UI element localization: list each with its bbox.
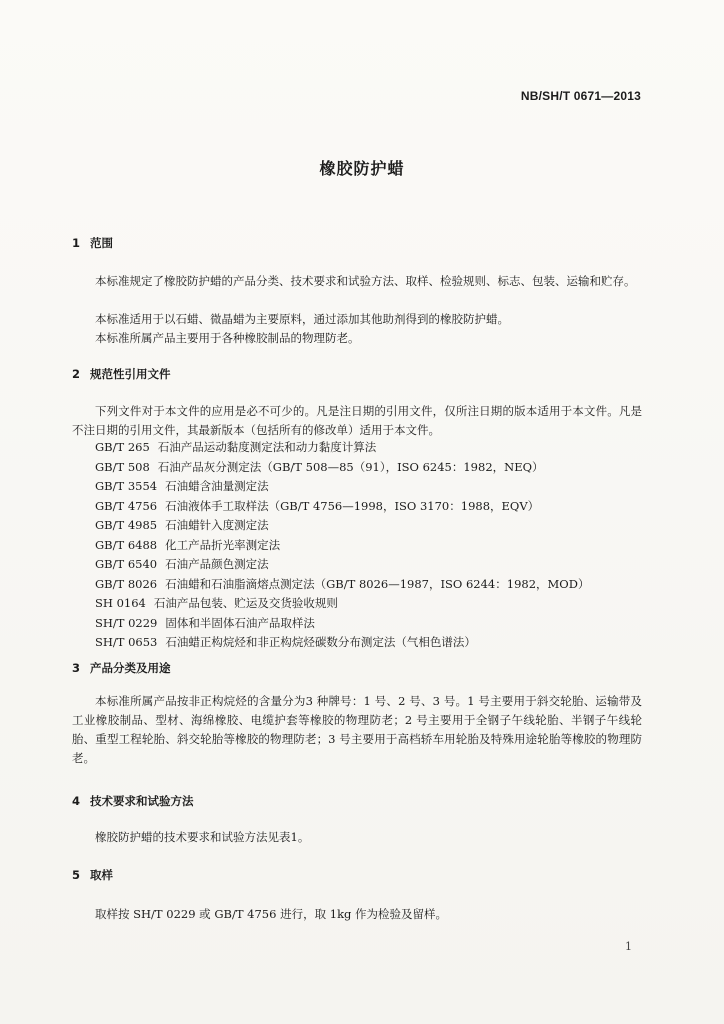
reference-title: 石油蜡和石油脂滴熔点测定法（GB/T 8026—1987，ISO 6244：1982，MOD） — [165, 576, 590, 591]
reference-code: SH/T 0229 — [95, 615, 158, 630]
reference-item — [95, 633, 589, 653]
reference-title: 石油产品包装、贮运及交货验收规则 — [153, 596, 338, 610]
reference-item — [95, 477, 589, 497]
reference-title: 石油产品运动黏度测定法和动力黏度计算法 — [157, 440, 377, 454]
section-title: 产品分类及用途 — [90, 661, 171, 675]
reference-code: GB/T 6540 — [95, 557, 158, 571]
section-number: 2 — [72, 367, 81, 381]
section-title: 取样 — [90, 868, 113, 882]
section-4-heading — [72, 793, 194, 809]
reference-title: 固体和半固体石油产品取样法 — [165, 615, 315, 630]
reference-title: 石油蜡针入度测定法 — [165, 518, 269, 532]
reference-item — [95, 555, 589, 575]
reference-title: 化工产品折光率测定法 — [165, 537, 281, 552]
reference-item — [95, 497, 589, 517]
reference-code: GB/T 6488 — [95, 537, 158, 552]
reference-code: SH 0164 — [95, 596, 146, 610]
reference-title: 石油产品颜色测定法 — [165, 557, 269, 571]
normative-references-list — [95, 438, 589, 653]
section-1-paragraph-2: 本标准适用于以石蜡、微晶蜡为主要原料，通过添加其他助剂得到的橡胶防护蜡。 — [95, 312, 509, 326]
page-number: 1 — [625, 940, 632, 953]
section-1-paragraph-1: 本标准规定了橡胶防护蜡的产品分类、技术要求和试验方法、取样、检验规则、标志、包装、运输和贮存。 — [95, 274, 636, 288]
reference-item — [95, 438, 589, 458]
reference-title: 石油蜡含油量测定法 — [165, 479, 269, 493]
reference-item — [95, 575, 589, 595]
section-title: 技术要求和试验方法 — [90, 794, 194, 808]
section-number: 5 — [72, 868, 81, 882]
reference-code: GB/T 8026 — [95, 576, 158, 591]
reference-title: 石油产品灰分测定法（GB/T 508—85（91），ISO 6245：1982，NEQ） — [157, 459, 544, 474]
reference-item — [95, 516, 589, 536]
section-title: 规范性引用文件 — [90, 367, 171, 381]
section-1-paragraph-3: 本标准所属产品主要用于各种橡胶制品的物理防老。 — [95, 331, 360, 345]
reference-code: GB/T 508 — [95, 459, 150, 474]
section-number: 4 — [72, 794, 81, 808]
reference-code: SH/T 0653 — [95, 635, 158, 649]
section-2-paragraph-1: 下列文件对于本文件的应用是必不可少的。凡是注日期的引用文件，仅所注日期的版本适用于本文件。凡是不注日期的引用文件，其最新版本（包括所有的修改单）适用于本文件。 — [72, 404, 642, 437]
reference-code: GB/T 4756 — [95, 498, 158, 513]
reference-title: 石油液体手工取样法（GB/T 4756—1998，ISO 3170：1988，EQV） — [165, 498, 540, 513]
section-4-paragraph-1: 橡胶防护蜡的技术要求和试验方法见表1。 — [95, 830, 310, 844]
reference-code: GB/T 3554 — [95, 479, 158, 493]
section-2-heading — [72, 366, 171, 382]
section-1-heading — [72, 235, 113, 251]
section-5-heading — [72, 867, 113, 883]
reference-title: 石油蜡正构烷烃和非正构烷烃碳数分布测定法（气相色谱法） — [165, 635, 476, 649]
section-3-heading — [72, 660, 171, 676]
section-title: 范围 — [90, 236, 113, 250]
reference-item — [95, 536, 589, 556]
section-3-paragraph-1: 本标准所属产品按非正构烷烃的含量分为3 种牌号：1 号、2 号、3 号。1 号主要用于斜交轮胎、运输带及工业橡胶制品、型材、海绵橡胶、电缆护套等橡胶的物理防老；2 号主要用于全钢子午线轮胎、半钢子午线轮胎、重型工程轮胎、斜交轮胎等橡胶的物理防老；3 号主要用于高档轿车用轮胎及特殊用途轮胎等橡胶的物理防老。 — [72, 694, 642, 765]
reference-item — [95, 614, 589, 634]
section-5-paragraph-1: 取样按 SH/T 0229 或 GB/T 4756 进行，取 1kg 作为检验及留样。 — [95, 907, 448, 921]
page-title: 橡胶防护蜡 — [319, 159, 405, 178]
reference-code: GB/T 265 — [95, 440, 150, 454]
reference-item — [95, 594, 589, 614]
section-number: 3 — [72, 661, 81, 675]
standard-code: NB/SH/T 0671—2013 — [520, 89, 641, 103]
reference-item — [95, 458, 589, 478]
section-number: 1 — [72, 236, 81, 250]
reference-code: GB/T 4985 — [95, 518, 158, 532]
